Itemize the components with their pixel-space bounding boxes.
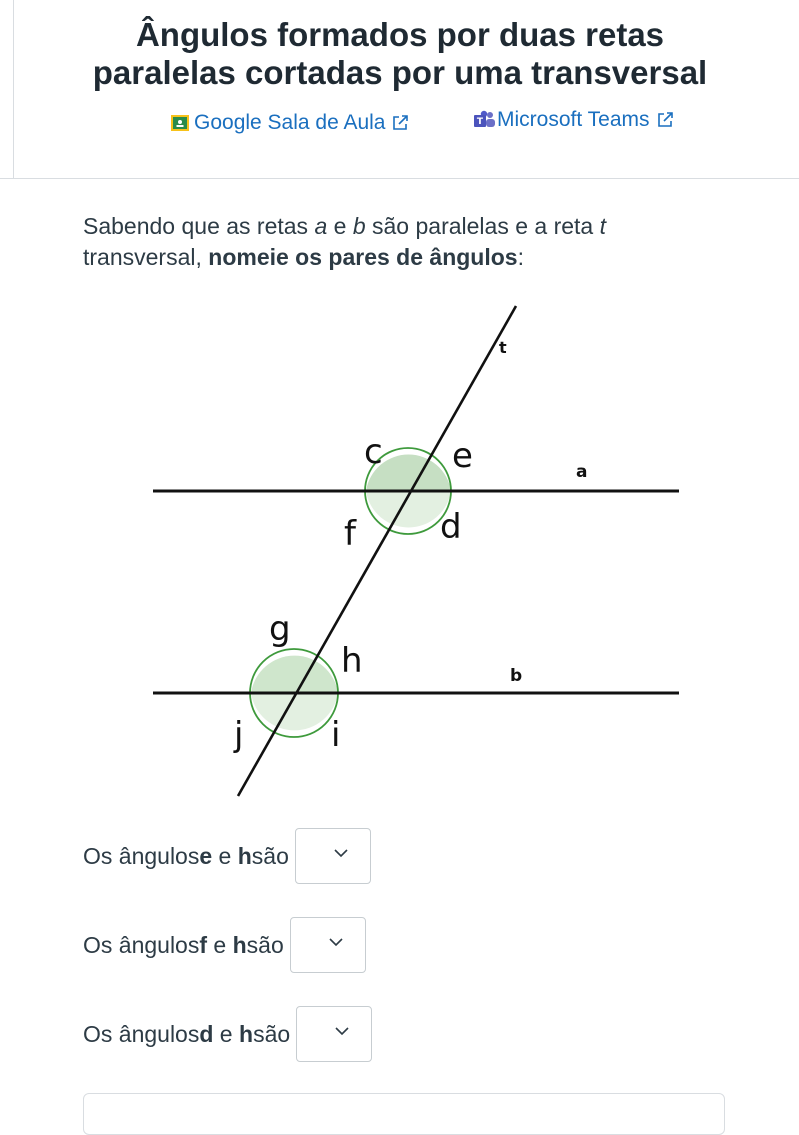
label-a: a [576, 462, 588, 482]
question-row-2: Os ângulos f e h são [83, 917, 366, 973]
external-link-icon [656, 111, 674, 129]
google-classroom-icon [170, 113, 190, 133]
angle-label-f: f [344, 514, 356, 554]
angle-label-e: e [452, 436, 473, 476]
label-t: t [499, 338, 507, 357]
svg-text:T: T [476, 117, 484, 127]
page-header [0, 0, 799, 179]
line-t [238, 306, 516, 796]
angle-label-j: j [234, 715, 244, 755]
share-links [0, 108, 799, 141]
microsoft-teams-icon [473, 110, 493, 130]
question-prompt: Sabendo que as retas a e b são paralelas e a reta t transversal, nomeie os pares de ângulos: [83, 213, 606, 270]
microsoft-teams-link[interactable] [473, 108, 674, 132]
page-title: Ângulos formados por duas retas paralelas cortadas por uma transversal [92, 16, 708, 91]
angle-label-i: i [331, 715, 341, 755]
question-row-1: Os ângulos e e h são [83, 828, 371, 884]
parallel-lines-figure [150, 300, 685, 800]
answer-select-3[interactable] [296, 1006, 372, 1062]
answer-select-2[interactable] [290, 917, 366, 973]
answer-select-1[interactable] [295, 828, 371, 884]
label-b: b [510, 666, 523, 686]
angle-label-d: d [440, 507, 462, 547]
chevron-down-icon [334, 849, 348, 858]
next-section-box [83, 1093, 725, 1135]
chevron-down-icon [335, 1027, 349, 1036]
chevron-down-icon [329, 938, 343, 947]
angle-label-h: h [341, 641, 363, 681]
google-classroom-label: Google Sala de Aula [194, 111, 386, 134]
external-link-icon [391, 114, 409, 132]
microsoft-teams-label: Microsoft Teams [497, 108, 650, 131]
left-border [13, 0, 14, 178]
angle-label-c: c [364, 432, 383, 472]
angle-label-g: g [269, 609, 291, 649]
google-classroom-link[interactable] [170, 111, 409, 135]
question-row-3: Os ângulos d e h são [83, 1006, 372, 1062]
